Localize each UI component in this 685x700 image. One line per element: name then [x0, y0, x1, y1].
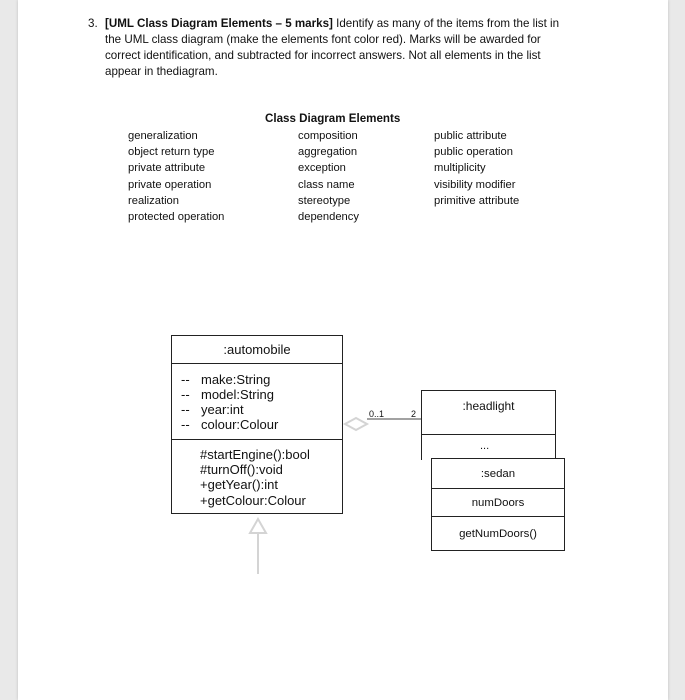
attribute: numDoors	[432, 489, 564, 517]
headlight-left-edge	[421, 435, 422, 460]
list-item: protected operation	[128, 211, 225, 224]
list-item: primitive attribute	[434, 194, 520, 207]
sedan-class	[431, 458, 565, 551]
list-item: visibility modifier	[434, 178, 516, 191]
headlight-right-edge	[555, 435, 556, 460]
list-item: object return type	[128, 146, 215, 159]
list-item: composition	[298, 130, 358, 142]
attributes-compartment	[172, 364, 342, 440]
list-item: realization	[128, 194, 179, 207]
generalization-arrowhead	[250, 519, 266, 533]
visibility-marker: --	[181, 372, 190, 387]
class-name: :sedan	[432, 459, 564, 489]
attribute-row	[181, 387, 274, 402]
list-item: generalization	[128, 130, 198, 142]
multiplicity-right: 2	[411, 409, 417, 419]
headlight-class	[421, 390, 556, 435]
list-item: private attribute	[128, 162, 206, 175]
list-item: aggregation	[298, 146, 358, 159]
attribute: model:String	[201, 387, 274, 402]
attribute-row	[181, 372, 271, 387]
attribute: colour:Colour	[201, 417, 279, 432]
visibility-marker: --	[181, 387, 190, 402]
list-item: public attribute	[434, 130, 507, 142]
methods-compartment	[200, 447, 310, 508]
class-name: :headlight	[462, 399, 515, 413]
method: +getColour:Colour	[200, 492, 306, 508]
question-heading: [UML Class Diagram Elements – 5 marks]	[105, 17, 333, 30]
method: #startEngine():bool	[200, 447, 310, 462]
visibility-marker: --	[181, 417, 190, 432]
multiplicity-left: 0..1	[369, 409, 385, 419]
method: #turnOff():void	[200, 462, 283, 478]
list-item: dependency	[298, 211, 359, 224]
attribute: make:String	[201, 372, 271, 387]
aggregation-diamond	[345, 418, 367, 430]
headlight-ellipsis: ...	[480, 440, 490, 452]
list-item: class name	[298, 178, 355, 191]
elements-list-title: Class Diagram Elements	[265, 112, 401, 125]
attribute: year:int	[201, 402, 244, 417]
method: getNumDoors()	[459, 527, 537, 540]
list-item: stereotype	[298, 194, 351, 207]
list-item: exception	[298, 162, 346, 175]
question-number: 3.	[88, 17, 98, 30]
class-name: :automobile	[172, 336, 342, 364]
list-item: public operation	[434, 146, 513, 159]
list-item: multiplicity	[434, 162, 486, 175]
automobile-class	[171, 335, 343, 514]
question-instructions: Identify as many of the items from the list in the UML class diagram (make the elements font color red). Marks will be awarded for correct identification, and subtracted for incorrect answers. Not all elements in the list appear in thediagram.	[105, 17, 560, 78]
visibility-marker: --	[181, 402, 190, 417]
attribute-row	[181, 402, 244, 417]
attribute-row	[181, 417, 279, 432]
list-item: private operation	[128, 178, 212, 191]
method: +getYear():int	[200, 477, 278, 493]
